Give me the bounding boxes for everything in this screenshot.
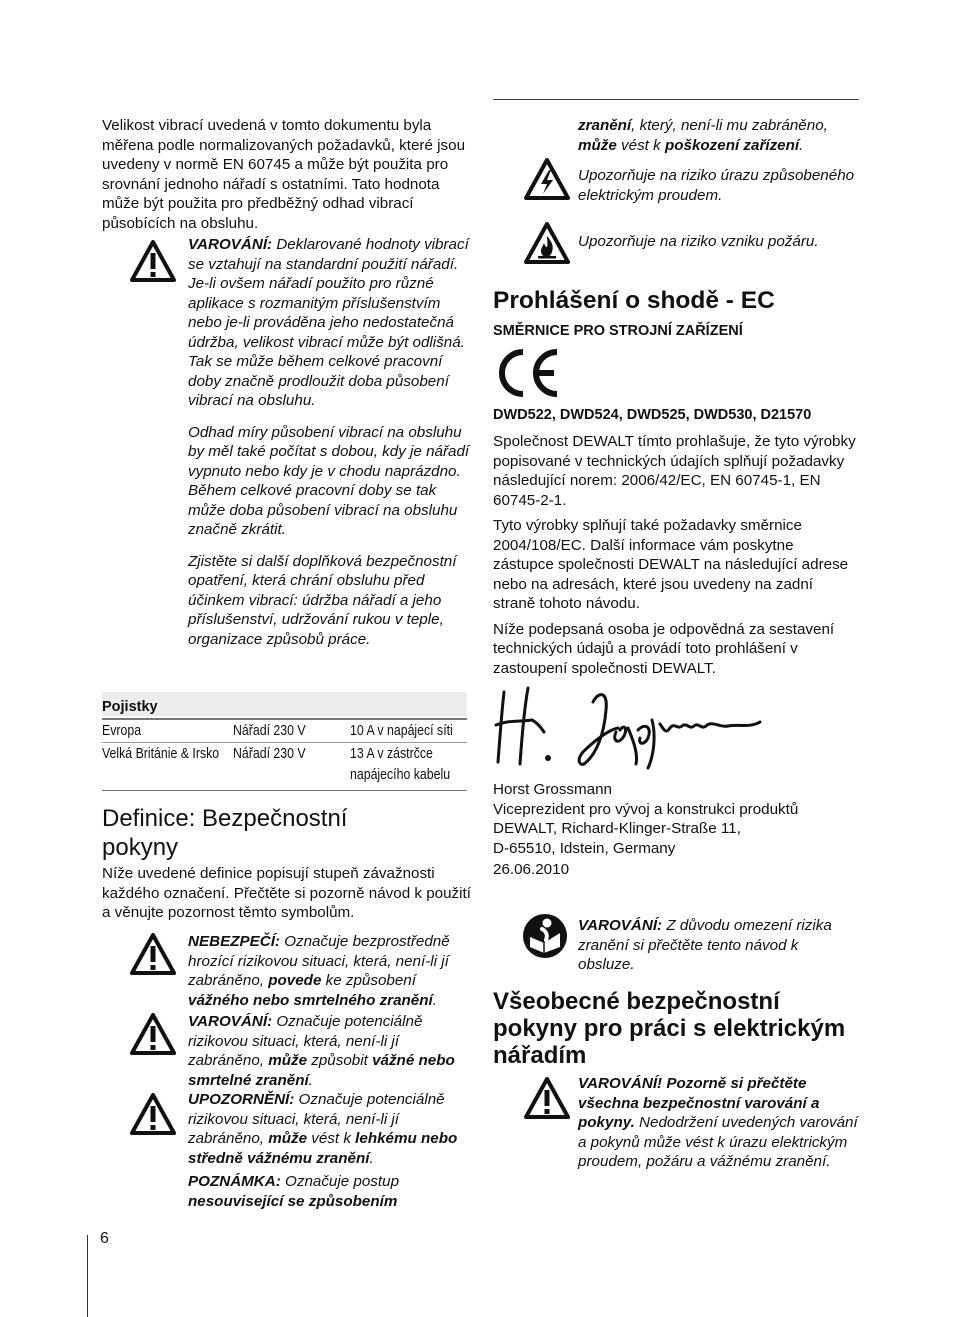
- danger-icon: [130, 933, 176, 975]
- general-safety-heading: Všeobecné bezpečnostní pokyny pro práci s elektrickým nářadím: [493, 988, 846, 1069]
- declaration-paragraph: Níže podepsaná osoba je odpovědná za sestavení technických údajů a provádí toto prohlášení v zastoupení společnosti DEWALT.: [493, 620, 835, 677]
- table-rule: [102, 790, 467, 791]
- vibration-warning: [188, 235, 473, 649]
- danger-text: Označuje bezprostředně hrozící rizikovou situaci, která, není-li jí zabráněno,: [188, 933, 450, 989]
- warning-emph: může: [268, 1052, 308, 1069]
- declaration-paragraph: Tyto výrobky splňují také požadavky směrnice 2004/108/EC. Další informace vám poskytne zástupce společnosti DEWALT na následující adrese nebo na adresách, které jsou uvedeny na zadní straně tohoto návodu.: [493, 517, 849, 612]
- signature-image: [488, 680, 768, 770]
- caution-icon: [130, 1093, 176, 1135]
- vibration-warning-text: Deklarované hodnoty vibrací se vztahují na standardní použití nářadí. Je-li ovšem nářadí použito pro různé aplikace s rozmanitým příslušenstvím nebo je-li prováděna jeho nedostatečná údržba, velikost vibrací může být odlišná. Tak se může během celkové pracovní doby značně prodloužit doba působení vibrací na obsluhu.: [188, 236, 469, 409]
- danger-text: .: [432, 991, 437, 1009]
- warning-label: VAROVÁNÍ:: [188, 1013, 273, 1030]
- notice-text: Označuje postup: [280, 1173, 400, 1190]
- warning-emph: vážné nebo smrtelné zranění: [188, 1052, 455, 1089]
- caution-definition: [188, 1090, 473, 1168]
- page-number: 6: [100, 1230, 109, 1247]
- warning-text: .: [308, 1071, 313, 1089]
- danger-label: NEBEZPEČÍ:: [188, 933, 280, 950]
- warning-label: VAROVÁNÍ:: [188, 236, 273, 253]
- warning-label: VAROVÁNÍ:: [578, 917, 663, 934]
- table-cell-fuse: 10 A v napájecí síti: [350, 723, 453, 739]
- declaration-date: 26.06.2010: [493, 861, 570, 878]
- read-manual-icon: [522, 913, 568, 959]
- declaration-body: [493, 432, 858, 678]
- caution-text: vést k: [307, 1130, 356, 1147]
- electric-note: [578, 166, 858, 205]
- danger-definition: [188, 932, 473, 1010]
- fire-note: [578, 232, 858, 252]
- declaration-heading: Prohlášení o shodě - EC: [493, 287, 775, 314]
- fire-icon: [524, 222, 570, 264]
- caution-label: UPOZORNĚNÍ:: [188, 1091, 295, 1108]
- caution-emph: může: [268, 1130, 308, 1147]
- table-cell-tool: Nářadí 230 V: [233, 746, 306, 762]
- manual-warning-text: Z důvodu omezení rizika zranění si přečtěte tento návod k obsluze.: [578, 917, 832, 973]
- fuses-title: Pojistky: [102, 692, 467, 716]
- electric-shock-icon: [524, 158, 570, 200]
- caution-text: .: [369, 1149, 374, 1167]
- table-cell-region: Evropa: [102, 723, 142, 739]
- notice-label: POZNÁMKA:: [188, 1173, 281, 1190]
- notice-continuation: [578, 116, 858, 155]
- model-list: DWD522, DWD524, DWD525, DWD530, D21570: [493, 407, 812, 423]
- definitions-intro: [102, 864, 472, 923]
- definitions-heading: Definice: Bezpečnostní pokyny: [102, 805, 348, 861]
- table-rule: [102, 718, 467, 720]
- top-rule: [493, 99, 859, 100]
- danger-emph: vážného nebo smrtelného zranění: [188, 991, 433, 1009]
- signer-block: [493, 780, 858, 880]
- vibration-measures-text: Zjistěte si další doplňková bezpečnostní opatření, která chrání obsluhu před účinkem vibrací: údržba nářadí a jeho příslušenství, udržování rukou v teple, organizace způsobů práce.: [188, 552, 457, 648]
- directive-label: SMĚRNICE PRO STROJNÍ ZAŘÍZENÍ: [493, 323, 743, 339]
- general-warning-label: VAROVÁNÍ! Pozorně si přečtěte všechna bezpečnostní varování a pokyny.: [578, 1075, 820, 1131]
- table-rule: [102, 742, 467, 743]
- warning-definition: [188, 1012, 473, 1090]
- signer-address: D-65510, Idstein, Germany: [493, 839, 676, 857]
- vibration-exposure-text: Odhad míry působení vibrací na obsluhu by měl také počítat s dobou, kdy je nářadí vypnuto nebo kdy je v chodu naprázdno. Během celkové pracovní doby se tak může doba působení vibrací na obsluhu značně zkrátit.: [188, 423, 470, 538]
- signer-name: Horst Grossmann: [493, 781, 613, 798]
- definitions-intro-text: Níže uvedené definice popisují stupeň závažnosti každého označení. Přečtěte si pozorně návod k použití a věnujte pozornost těmto symbolům.: [102, 865, 471, 921]
- table-cell-fuse: 13 A v zástrčce: [350, 746, 433, 762]
- danger-text: ke způsobení: [321, 972, 416, 989]
- caution-emph: lehkému nebo středně vážnému zranění: [188, 1130, 458, 1167]
- notice-definition: [188, 1172, 473, 1211]
- declaration-paragraph: Společnost DEWALT tímto prohlašuje, že tyto výrobky popisované v technických údajích splňují požadavky následující norem: 2006/42/EC, EN 60745-1, EN 60745-2-1.: [493, 433, 856, 509]
- notice-text: .: [799, 136, 804, 154]
- warning-icon: [130, 1013, 176, 1055]
- table-cell-fuse-cont: napájecího kabelu: [350, 767, 451, 783]
- electric-note-text: Upozorňuje na riziko úrazu způsobeného elektrickým proudem.: [578, 167, 855, 204]
- vibration-intro-text: Velikost vibrací uvedená v tomto dokumentu byla měřena podle normalizovaných požadavků, které jsou uvedeny v normě EN 60745 a může být použita pro srovnání jednoho nářadí s ostatními. Tato hodnota může být použita pro předběžný odhad vibrací působících na obsluhu.: [102, 117, 466, 232]
- vibration-intro: [102, 116, 472, 233]
- general-warning: [578, 1074, 858, 1172]
- warning-icon: [130, 240, 176, 282]
- general-warning-text: Nedodržení uvedených varování a pokynů může vést k úrazu elektrickým proudem, požáru a vážnému zranění.: [578, 1114, 858, 1170]
- notice-text: , který, není-li mu zabráněno,: [631, 117, 828, 134]
- table-cell-tool: Nářadí 230 V: [233, 723, 306, 739]
- danger-emph: povede: [268, 972, 322, 989]
- notice-emph: nesouvisející se způsobením: [188, 1192, 398, 1210]
- warning-text: Označuje potenciálně rizikovou situaci, která, není-li jí zabráněno,: [188, 1013, 423, 1069]
- notice-emph: může: [578, 136, 617, 154]
- table-cell-region: Velká Británie & Irsko: [102, 746, 220, 762]
- notice-text: vést k: [616, 136, 665, 154]
- caution-text: Označuje potenciálně rizikovou situaci, která, není-li jí zabráněno,: [188, 1091, 445, 1147]
- manual-warning: [578, 916, 858, 975]
- notice-emph: zranění: [578, 117, 632, 134]
- signer-title: Viceprezident pro vývoj a konstrukci produktů: [493, 800, 799, 818]
- signer-address: DEWALT, Richard-Klinger-Straße 11,: [493, 820, 741, 837]
- fire-note-text: Upozorňuje na riziko vzniku požáru.: [578, 233, 819, 250]
- notice-emph: poškození zařízení: [664, 136, 800, 154]
- warning-text: způsobit: [307, 1052, 373, 1069]
- warning-icon: [524, 1077, 570, 1119]
- ce-mark-icon: [493, 348, 563, 398]
- margin-rule: [87, 1235, 88, 1317]
